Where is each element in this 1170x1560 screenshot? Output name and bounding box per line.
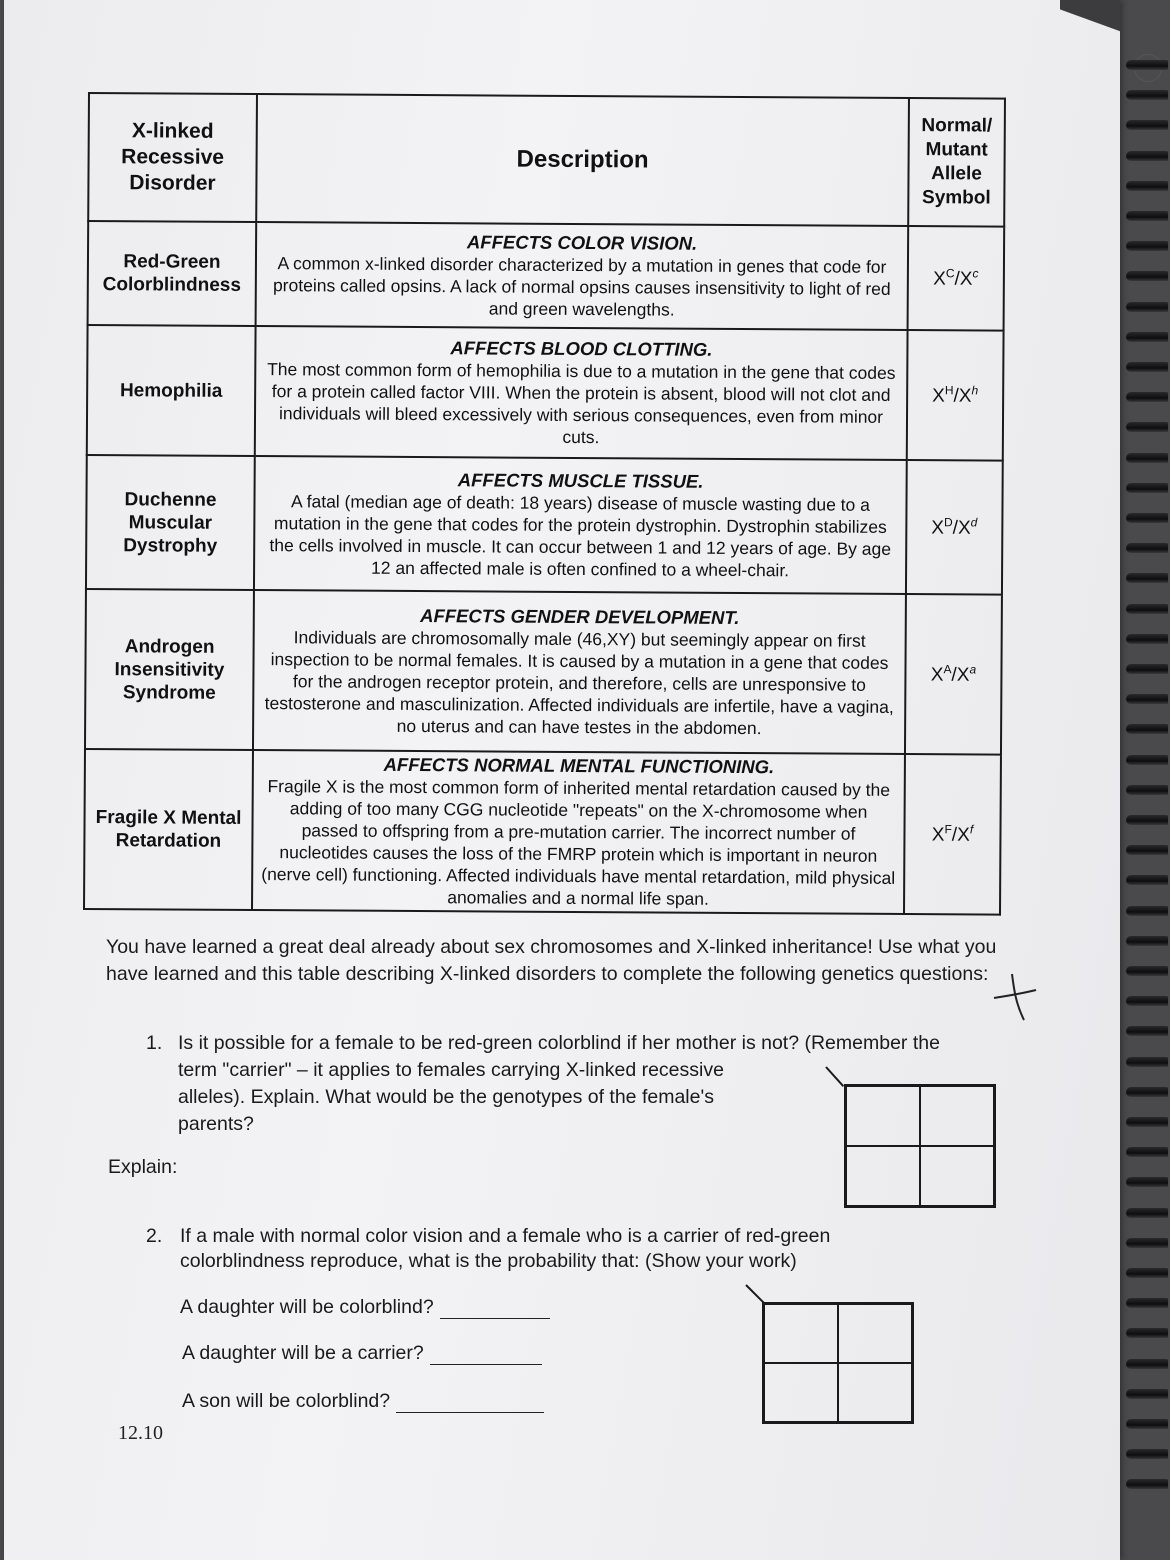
- spiral-coil: [1126, 1147, 1168, 1157]
- allele-base: X: [930, 664, 944, 686]
- punnett-2-cell[interactable]: [764, 1304, 838, 1363]
- disorder-description: Fragile X is the most common form of inherited mental retardation caused by the adding of too many CGG nucleotide "repeats" on the X-chromosome when passed to offspring from a pre-mutation carrier. The incorrect number of nucleotides causes the loss of the FMRP protein which is important in neuron (nerve cell) functioning. Affected individuals have mental retardation, mild physical anomalies and a normal life span.: [261, 776, 896, 909]
- allele-symbol: [906, 460, 1003, 595]
- question-1-rest: term "carrier" – it applies to females carrying X-linked recessive alleles). Explain. What would be the genotypes of the female's parents?: [178, 1059, 724, 1135]
- handwritten-mark-text: [990, 972, 991, 973]
- affects-heading: AFFECTS COLOR VISION.: [466, 231, 698, 254]
- table-row: [84, 749, 1001, 915]
- punnett-square-1[interactable]: [844, 1084, 996, 1208]
- spiral-coil: [1126, 483, 1168, 493]
- allele-base: X: [959, 268, 973, 290]
- allele-superscript: D: [944, 515, 953, 530]
- disorder-name: Fragile X Mental Retardation: [84, 749, 253, 910]
- explain-label: Explain:: [108, 1156, 178, 1178]
- spiral-coil: [1126, 1238, 1168, 1248]
- table-row: [86, 455, 1003, 595]
- spiral-coil: [1126, 1117, 1168, 1127]
- disorder-name: Duchenne Muscular Dystrophy: [86, 455, 255, 590]
- question-2-number: 2.: [146, 1225, 163, 1247]
- allele-symbol: [908, 226, 1005, 331]
- allele-symbol: [904, 754, 1001, 915]
- allele-base: X: [933, 268, 946, 290]
- question-2-text: If a male with normal color vision and a female who is a carrier of red-green colorblindness reproduce, what is the probability that: (Show your work): [180, 1225, 831, 1272]
- slash: /: [951, 824, 958, 846]
- q2-item-label: A son will be colorblind?: [182, 1390, 391, 1412]
- punnett-1-cell[interactable]: [920, 1086, 994, 1146]
- spiral-coil: [1126, 1208, 1168, 1218]
- page-corner-shadow: [1060, 0, 1120, 40]
- spiral-coil: [1126, 90, 1168, 100]
- header-disorder: X-linked Recessive Disorder: [88, 93, 257, 222]
- spiral-coil: [1126, 211, 1168, 221]
- intro-paragraph: You have learned a great deal already about sex chromosomes and X-linked inheritance! Use what you have learned and this table describing X-linked disorders to complete the following genetics questions:: [106, 936, 997, 985]
- disorder-description: A common x-linked disorder characterized by a mutation in genes that code for proteins called opsins. A lack of normal opsins causes insensitivity to light of red and green wavelengths.: [272, 253, 891, 320]
- answer-blank[interactable]: [440, 1300, 550, 1319]
- q2-item-label: A daughter will be a carrier?: [182, 1342, 424, 1364]
- punnett-2-cell[interactable]: [838, 1304, 912, 1363]
- allele-base: X: [931, 517, 945, 539]
- disorder-description-cell: [253, 590, 906, 754]
- spiral-coil: [1126, 1389, 1168, 1399]
- spiral-coil: [1126, 966, 1168, 976]
- table-row: [87, 325, 1004, 461]
- spiral-coil: [1126, 1479, 1168, 1489]
- spiral-coil: [1126, 60, 1168, 70]
- disorder-name: Hemophilia: [87, 325, 256, 456]
- affects-heading: AFFECTS NORMAL MENTAL FUNCTIONING.: [383, 753, 775, 778]
- punnett-2-cell[interactable]: [764, 1363, 838, 1422]
- spiral-coil: [1126, 936, 1168, 946]
- spiral-coil: [1126, 543, 1168, 553]
- allele-superscript: C: [945, 266, 955, 281]
- header-symbol: Normal/ Mutant Allele Symbol: [908, 98, 1005, 227]
- allele-superscript: a: [969, 662, 977, 677]
- allele-base: X: [932, 385, 945, 407]
- spiral-coil: [1126, 513, 1168, 523]
- spiral-coil: [1126, 422, 1168, 432]
- allele-superscript: A: [943, 662, 952, 677]
- affects-heading: AFFECTS GENDER DEVELOPMENT.: [420, 605, 740, 628]
- spiral-coil: [1126, 453, 1168, 463]
- spiral-coil: [1126, 604, 1168, 614]
- q2-item-son-colorblind: [182, 1390, 544, 1413]
- allele-symbol: [905, 594, 1002, 755]
- slash: /: [953, 385, 959, 407]
- disorder-description: A fatal (median age of death: 18 years) disease of muscle wasting due to a mutation in the gene that codes for the protein dystrophin. Dystrophin stabilizes the cells involved in muscle. It can occur between 1 and 12 years of age. By age 12 an affected male is often confined to a wheel-chair.: [269, 491, 892, 581]
- spiral-binding: [1120, 60, 1170, 1510]
- handwritten-cross-mark: [990, 972, 1040, 1029]
- answer-blank[interactable]: [430, 1346, 542, 1365]
- allele-base: X: [956, 664, 970, 686]
- spiral-coil: [1126, 815, 1168, 825]
- answer-blank[interactable]: [396, 1394, 544, 1413]
- allele-superscript: h: [971, 383, 979, 398]
- allele-base: X: [957, 824, 970, 846]
- spiral-coil: [1126, 120, 1168, 130]
- spiral-coil: [1126, 785, 1168, 795]
- spiral-coil: [1126, 1419, 1168, 1429]
- affects-heading: AFFECTS BLOOD CLOTTING.: [450, 337, 713, 360]
- spiral-coil: [1126, 755, 1168, 765]
- disorder-description: The most common form of hemophilia is due to a mutation in the gene that codes for a protein called factor VIII. When the protein is absent, blood will not clot and individuals will bleed excessively with serious consequences, even from minor cuts.: [267, 359, 896, 448]
- affects-heading: AFFECTS MUSCLE TISSUE.: [457, 469, 704, 492]
- question-1-number: 1.: [146, 1032, 163, 1054]
- punnett-1-cell[interactable]: [846, 1086, 920, 1146]
- spiral-coil: [1126, 1298, 1168, 1308]
- disorder-description-cell: [255, 326, 908, 460]
- spiral-coil: [1126, 634, 1168, 644]
- spiral-coil: [1126, 1328, 1168, 1338]
- spiral-coil: [1126, 1057, 1168, 1067]
- q2-item-label: A daughter will be colorblind?: [180, 1296, 434, 1318]
- allele-superscript: d: [970, 515, 978, 530]
- spiral-coil: [1126, 1359, 1168, 1369]
- allele-base: X: [957, 517, 971, 539]
- header-description: Description: [256, 94, 909, 226]
- q2-item-daughter-carrier: [182, 1342, 542, 1365]
- slash: /: [952, 517, 959, 539]
- spiral-coil: [1126, 151, 1168, 161]
- table-row: [88, 221, 1005, 331]
- slash: /: [951, 664, 957, 686]
- punnett-1-cell[interactable]: [920, 1146, 994, 1206]
- spiral-coil: [1126, 181, 1168, 191]
- spiral-coil: [1126, 573, 1168, 583]
- disorder-name: Androgen Insensitivity Syndrome: [85, 589, 254, 750]
- allele-symbol: [907, 330, 1004, 461]
- spiral-coil: [1126, 241, 1168, 251]
- spiral-coil: [1126, 996, 1168, 1006]
- allele-superscript: f: [969, 822, 974, 837]
- allele-base: X: [958, 385, 972, 407]
- disorder-name: Red-Green Colorblindness: [88, 221, 257, 326]
- spiral-coil: [1126, 724, 1168, 734]
- allele-base: X: [931, 824, 945, 846]
- spiral-coil: [1126, 875, 1168, 885]
- spiral-coil: [1126, 1268, 1168, 1278]
- footer-page-number: 12.10: [118, 1422, 163, 1444]
- spiral-coil: [1126, 1449, 1168, 1459]
- spiral-coil: [1126, 845, 1168, 855]
- punnett-square-2[interactable]: [762, 1302, 914, 1424]
- spiral-coil: [1126, 1026, 1168, 1036]
- question-2: [146, 1224, 886, 1274]
- spiral-coil: [1126, 1177, 1168, 1187]
- allele-superscript: H: [944, 383, 954, 398]
- disorder-description-cell: [254, 456, 907, 594]
- spiral-coil: [1126, 332, 1168, 342]
- q2-item-daughter-colorblind: [180, 1296, 550, 1319]
- slash: /: [954, 268, 960, 290]
- spiral-coil: [1126, 392, 1168, 402]
- spiral-coil: [1126, 664, 1168, 674]
- spiral-coil: [1126, 906, 1168, 916]
- spiral-coil: [1126, 302, 1168, 312]
- question-1-line1: Is it possible for a female to be red-green colorblind if her mother is not? (Remember the: [178, 1032, 940, 1054]
- table-header-row: [88, 93, 1005, 227]
- table-row: [85, 589, 1002, 755]
- disorder-description-cell: [252, 750, 905, 914]
- spiral-coil: [1126, 271, 1168, 281]
- disorder-description-cell: [256, 222, 909, 330]
- punnett-2-cell[interactable]: [838, 1363, 912, 1422]
- punnett-1-cell[interactable]: [846, 1146, 920, 1206]
- spiral-coil: [1126, 694, 1168, 704]
- disorder-description: Individuals are chromosomally male (46,XY) but seemingly appear on first inspection to be normal females. It is caused by a mutation in a gene that codes for the androgen receptor protein, and therefore, cells are unresponsive to testosterone and masculinization. Affected individuals are infertile, have a vagina, no uterus and can have testes in the abdomen.: [264, 627, 894, 739]
- spiral-coil: [1126, 362, 1168, 372]
- allele-superscript: F: [944, 822, 952, 837]
- spiral-coil: [1126, 1087, 1168, 1097]
- allele-superscript: c: [972, 266, 979, 281]
- x-linked-disorders-table: [83, 92, 1006, 916]
